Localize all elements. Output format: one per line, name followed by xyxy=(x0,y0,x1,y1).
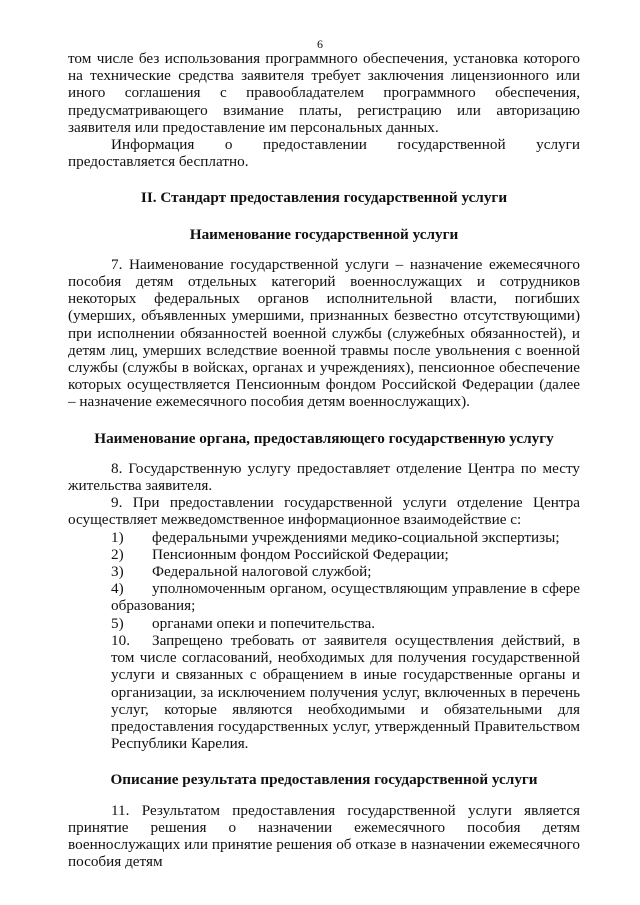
paragraph-intro: том числе без использования программного обеспечения, установка которого на технические средства заявителя требует заключения лицензионного или иного соглашения с правообладателем программного обеспечения, предусматривающего взимание платы, регистрацию или авторизацию заявителя или предоставление им персональных данных. xyxy=(68,50,580,136)
list-item-text: федеральными учреждениями медико-социальной экспертизы; xyxy=(152,528,560,546)
heading-result: Описание результата предоставления государственной услуги xyxy=(110,771,538,789)
list-item xyxy=(68,529,580,546)
paragraph-7: 7. Наименование государственной услуги – назначение ежемесячного пособия детям отдельных категорий военнослужащих и сотрудников некоторых федеральных органов исполнительной власти, погибших (умерших, объявленных умершими, признанных безвестно отсутствующими) при исполнении обязанностей военной службы (служебных обязанностей), и детям лиц, умерших вследствие военной травмы после увольнения с военной службы (службы в войсках, органах и учреждениях), пенсионное обеспечение которых осуществляется Пенсионным фондом Российской Федерации (далее – назначение ежемесячного пособия детям военнослужащих). xyxy=(68,255,580,411)
paragraph-10-text: Запрещено требовать от заявителя осуществления действий, в том числе согласований, необходимых для получения государственной услуги и связанных с обращением в иные государственные органы и организации, за исключением получения услуг, включенных в перечень услуг, которые являются необходимыми и обязательными для предоставления государственных услуг, утвержденный Правительством Республики Карелия. xyxy=(111,631,580,753)
list-item-text: органами опеки и попечительства. xyxy=(152,614,375,632)
list-item xyxy=(68,580,580,614)
heading-service-name: Наименование государственной услуги xyxy=(189,225,459,243)
paragraph-8: 8. Государственную услугу предоставляет отделение Центра по месту жительства заявителя. xyxy=(68,459,580,495)
paragraph-10 xyxy=(68,632,580,752)
list-item-number: 3) xyxy=(111,563,124,581)
paragraph-9: 9. При предоставлении государственной услуги отделение Центра осуществляет межведомственное информационное взаимодействие с: xyxy=(68,494,580,529)
section-heading: II. Стандарт предоставления государственной услуги xyxy=(140,189,508,207)
list-item xyxy=(68,563,580,580)
list-item-number: 2) xyxy=(111,545,124,563)
list-item-text: уполномоченным органом, осуществляющим управление в сфере образования; xyxy=(111,580,580,615)
paragraph-free: Информация о предоставлении государственной услуги предоставляется бесплатно. xyxy=(68,136,580,171)
paragraph-11: 11. Результатом предоставления государственной услуги является принятие решения о назначении ежемесячного пособия детям военнослужащих или принятие решения об отказе в назначении ежемесячного пособия детям xyxy=(68,801,580,871)
heading-organ: Наименование органа, предоставляющего государственную услугу xyxy=(94,429,554,447)
list-item-number: 1) xyxy=(111,528,124,546)
page-number: 6 xyxy=(317,37,323,51)
list-item-text: Федеральной налоговой службой; xyxy=(152,563,372,581)
list-item-number: 4) xyxy=(111,580,124,598)
list-item xyxy=(68,546,580,563)
list-item xyxy=(68,615,580,632)
paragraph-10-number: 10. xyxy=(111,631,130,649)
list-item-number: 5) xyxy=(111,614,124,632)
page-content xyxy=(68,50,580,870)
list-item-text: Пенсионным фондом Российской Федерации; xyxy=(152,545,449,563)
